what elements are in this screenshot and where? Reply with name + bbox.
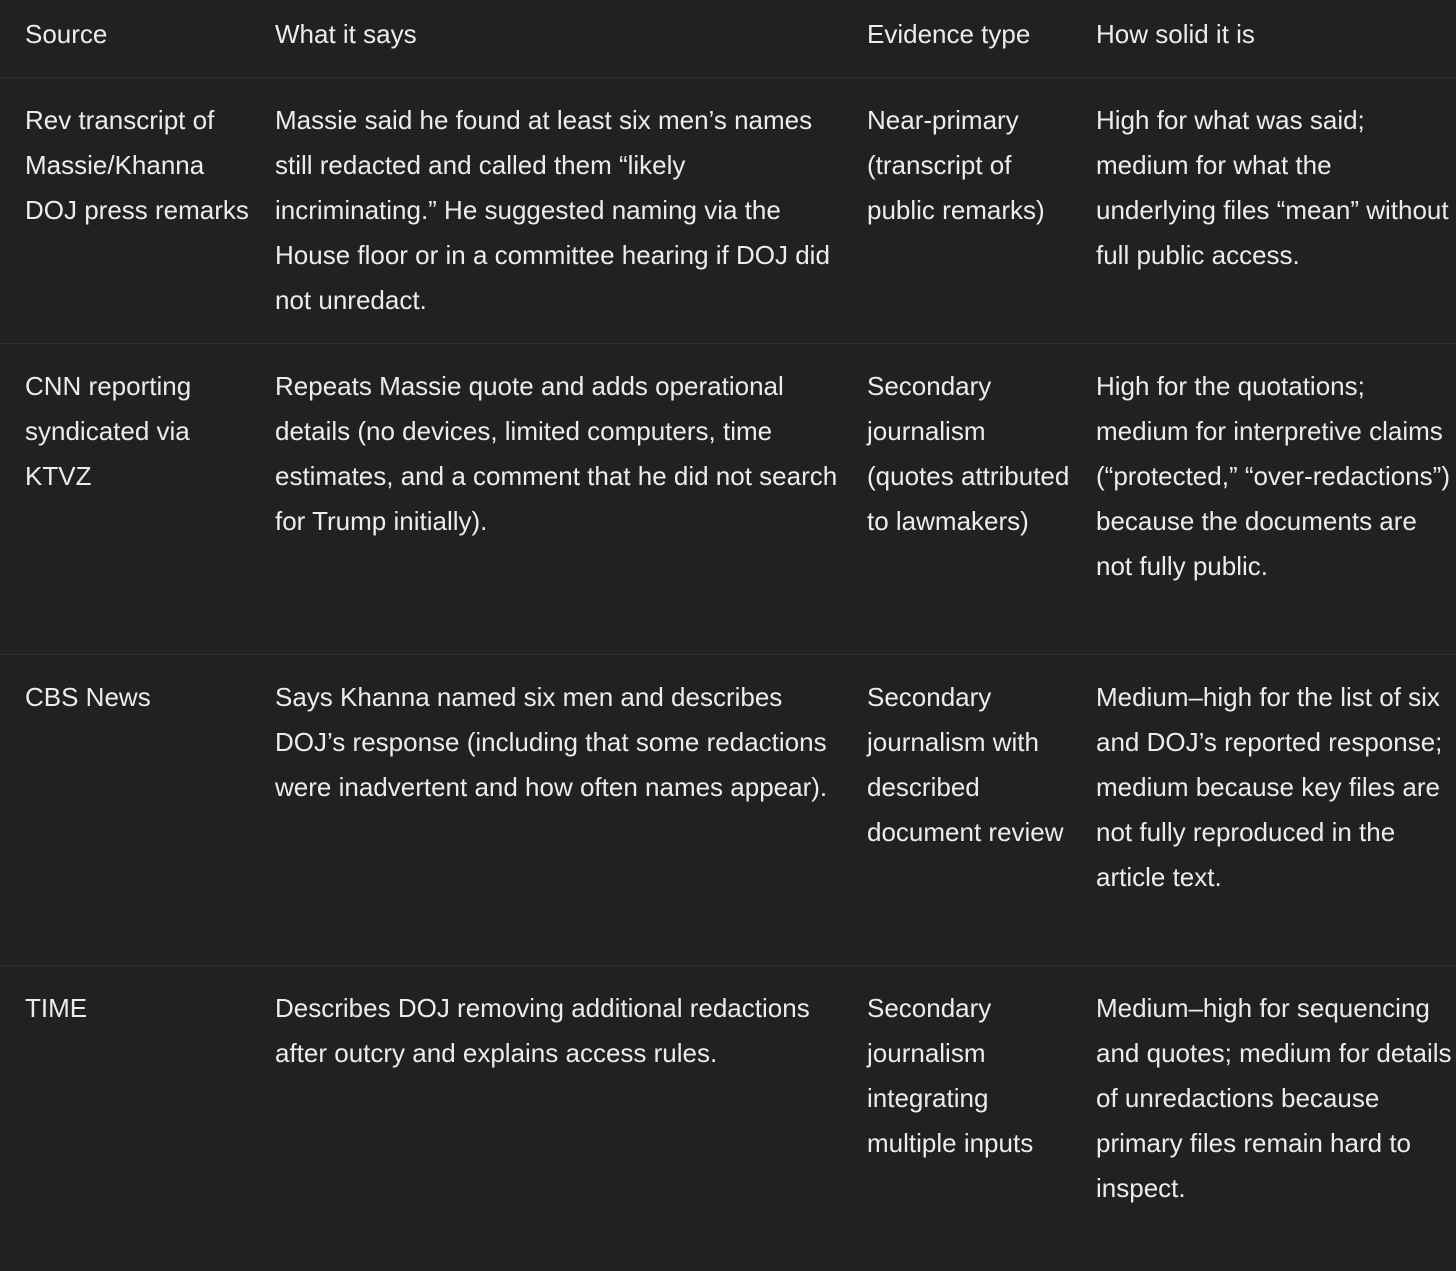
cell-how-solid: High for what was said; medium for what the underlying files “mean” without full public access. [1096,105,1449,270]
header-evidence-type: Evidence type [867,19,1031,49]
cell-evidence-type: Near-primary (transcript of public remarks) [867,105,1045,225]
cell-evidence-type: Secondary journalism integrating multiple inputs [867,993,1034,1158]
cell-what-it-says: Massie said he found at least six men’s names still redacted and called them “likely incriminating.” He suggested naming via the House floor or in a committee hearing if DOJ did not unredact. [275,105,830,315]
cell-evidence-type: Secondary journalism (quotes attributed to lawmakers) [867,371,1070,536]
header-row [0,0,1456,78]
cell-how-solid: Medium–high for sequencing and quotes; medium for details of unredactions because primary files remain hard to inspect. [1096,993,1452,1203]
table-header [0,0,1456,78]
table-row [0,344,1456,655]
header-how-solid: How solid it is [1096,19,1255,49]
table-row [0,966,1456,1232]
cell-evidence-type: Secondary journalism with described document review [867,682,1064,847]
cell-how-solid: Medium–high for the list of six and DOJ’s reported response; medium because key files are not fully reproduced in the article text. [1096,682,1443,892]
cell-what-it-says: Repeats Massie quote and adds operational details (no devices, limited computers, time estimates, and a comment that he did not search for Trump initially). [275,371,838,536]
cell-what-it-says: Describes DOJ removing additional redactions after outcry and explains access rules. [275,993,810,1068]
cell-how-solid: High for the quotations; medium for interpretive claims (“protected,” “over-redactions”) because the documents are not fully public. [1096,371,1450,581]
cell-source: CNN reporting syndicated via KTVZ [25,371,192,491]
header-what-it-says: What it says [275,19,417,49]
table-row [0,655,1456,966]
cell-source: TIME [25,993,88,1023]
cell-source: CBS News [25,682,151,712]
table-body [0,78,1456,1232]
cell-what-it-says: Says Khanna named six men and describes DOJ’s response (including that some redactions were inadvertent and how often names appear). [275,682,828,802]
cell-source: Rev transcript of Massie/Khanna DOJ press remarks [25,105,249,225]
table-row [0,78,1456,344]
header-source: Source [25,19,108,49]
